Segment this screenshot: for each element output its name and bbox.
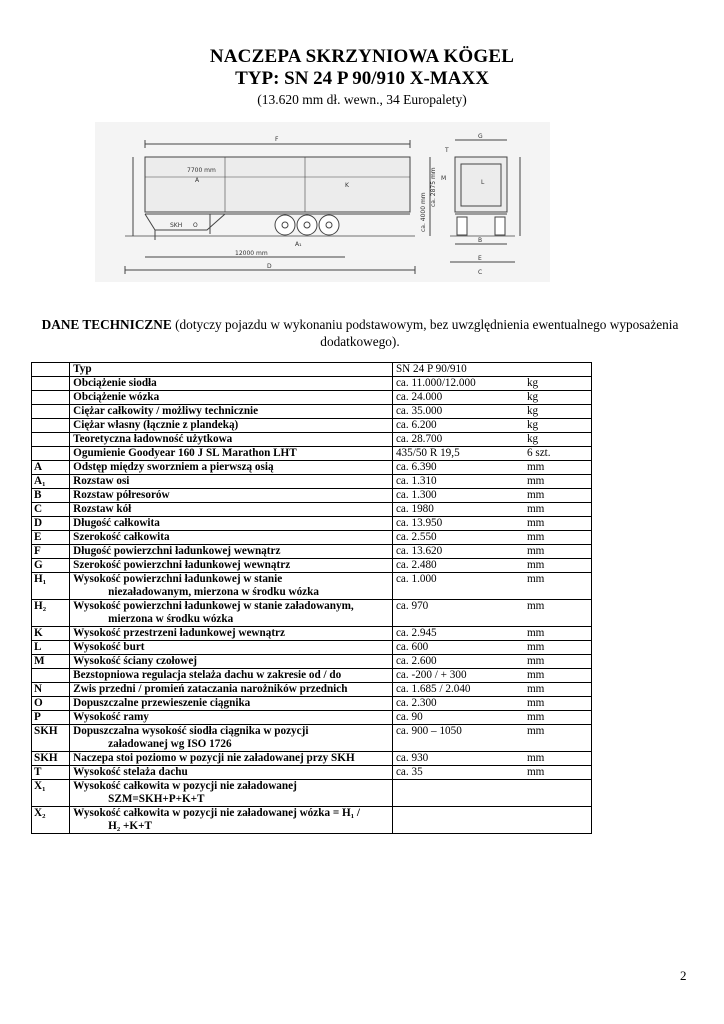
drawing-label-a: A	[195, 177, 200, 184]
table-row	[32, 641, 592, 655]
row-name-cell	[70, 711, 393, 725]
row-unit: mm	[526, 725, 545, 737]
row-unit: mm	[526, 711, 545, 723]
row-value-cell	[392, 669, 591, 683]
drawing-label-g: G	[478, 133, 483, 140]
row-name: Zwis przedni / promień zataczania narożników przednich	[73, 683, 348, 695]
row-value: ca. 1.685 / 2.040	[395, 683, 471, 695]
table-row	[32, 433, 592, 447]
row-value: SN 24 P 90/910	[395, 363, 467, 375]
row-unit: mm	[526, 600, 545, 612]
row-code: SKH	[32, 725, 70, 752]
table-row	[32, 683, 592, 697]
row-code: H₂	[32, 600, 70, 627]
row-name: Rozstaw półresorów	[73, 489, 170, 501]
row-name-cell	[70, 559, 393, 573]
row-name-cell	[70, 780, 393, 807]
row-name: Wysokość ściany czołowej	[73, 655, 198, 667]
row-unit: mm	[526, 669, 545, 681]
row-code: O	[32, 697, 70, 711]
row-value: ca. 2.600	[395, 655, 437, 667]
row-value-cell	[392, 475, 591, 489]
row-name-continuation: załadowanej wg ISO 1726	[108, 738, 232, 750]
row-name-cell	[70, 600, 393, 627]
table-row	[32, 363, 592, 377]
table-row	[32, 461, 592, 475]
row-unit: mm	[526, 461, 545, 473]
row-name-cell	[70, 377, 393, 391]
row-value-cell	[392, 573, 591, 600]
drawing-label-4000: ca. 4000 mm	[420, 192, 427, 232]
row-name: Teoretyczna ładowność użytkowa	[73, 433, 233, 445]
table-row	[32, 517, 592, 531]
row-value-cell	[392, 600, 591, 627]
row-value-cell	[392, 363, 591, 377]
row-value: ca. 2.480	[395, 559, 437, 571]
row-value: ca. 2.550	[395, 531, 437, 543]
table-row	[32, 531, 592, 545]
row-value-cell	[392, 377, 591, 391]
row-unit: kg	[526, 405, 539, 417]
row-name: Odstęp między sworzniem a pierwszą osią	[73, 461, 274, 473]
title-line-1: NACZEPA SKRZYNIOWA KÖGEL	[209, 46, 515, 67]
row-code: C	[32, 503, 70, 517]
row-name-cell	[70, 683, 393, 697]
drawing-label-7700: 7700 mm	[187, 167, 216, 174]
table-row	[32, 419, 592, 433]
row-value: ca. 24.000	[395, 391, 443, 403]
table-row	[32, 780, 592, 807]
row-code: A₁	[32, 475, 70, 489]
row-value-cell	[392, 489, 591, 503]
row-name-cell	[70, 475, 393, 489]
row-name-cell	[70, 447, 393, 461]
row-name-cell	[70, 517, 393, 531]
drawing-label-o: O	[193, 222, 198, 229]
row-code: H₁	[32, 573, 70, 600]
row-name-cell	[70, 641, 393, 655]
table-row	[32, 503, 592, 517]
row-code: X₁	[32, 780, 70, 807]
row-name-continuation: niezaładowanym, mierzona w środku wózka	[108, 586, 319, 598]
row-name: Wysokość całkowita w pozycji nie załadowanej wózka = H₁ /	[73, 807, 360, 819]
row-name-cell	[70, 391, 393, 405]
row-value-cell	[392, 780, 591, 807]
row-unit: mm	[526, 475, 545, 487]
row-value: ca. 970	[395, 600, 429, 612]
row-unit: mm	[526, 531, 545, 543]
row-unit: kg	[526, 377, 539, 389]
row-name-cell	[70, 545, 393, 559]
table-row	[32, 627, 592, 641]
row-unit: mm	[526, 503, 545, 515]
row-name: Wysokość burt	[73, 641, 145, 653]
row-unit: mm	[526, 545, 545, 557]
row-value-cell	[392, 627, 591, 641]
row-name-cell	[70, 627, 393, 641]
row-unit: mm	[526, 766, 545, 778]
row-value: ca. 1.310	[395, 475, 437, 487]
table-row	[32, 600, 592, 627]
row-name: Bezstopniowa regulacja stelaża dachu w zakresie od / do	[73, 669, 342, 681]
row-value-cell	[392, 711, 591, 725]
row-code: F	[32, 545, 70, 559]
row-value: 435/50 R 19,5	[395, 447, 460, 459]
row-value: ca. 1980	[395, 503, 434, 515]
row-name-cell	[70, 531, 393, 545]
row-unit: kg	[526, 433, 539, 445]
row-unit: kg	[526, 419, 539, 431]
table-row	[32, 475, 592, 489]
row-code	[32, 447, 70, 461]
table-row	[32, 766, 592, 780]
row-code	[32, 419, 70, 433]
row-name: Dopuszczalne przewieszenie ciągnika	[73, 697, 251, 709]
row-name: Wysokość powierzchni ładunkowej w stanie załadowanym,	[73, 600, 354, 612]
row-code: G	[32, 559, 70, 573]
row-unit: mm	[526, 641, 545, 653]
title-line-2: TYP: SN 24 P 90/910 X-MAXX	[235, 68, 489, 89]
row-name-cell	[70, 807, 393, 834]
row-name-cell	[70, 766, 393, 780]
row-code: L	[32, 641, 70, 655]
row-name: Ogumienie Goodyear 160 J SL Marathon LHT	[73, 447, 297, 459]
drawing-label-c: C	[478, 269, 483, 276]
row-code: SKH	[32, 752, 70, 766]
row-name: Wysokość powierzchni ładunkowej w stanie	[73, 573, 283, 585]
page-number: 2	[680, 968, 687, 983]
drawing-label-e: E	[478, 255, 482, 262]
row-code	[32, 669, 70, 683]
intro-text: (dotyczy pojazdu w wykonaniu podstawowym, bez uwzględnienia ewentualnego wyposażenia dodatkowego).	[171, 317, 679, 349]
row-unit: mm	[526, 655, 545, 667]
row-name: Szerokość całkowita	[73, 531, 170, 543]
table-row	[32, 807, 592, 834]
row-value: ca. 1.300	[395, 489, 437, 501]
row-value-cell	[392, 405, 591, 419]
row-value: ca. 13.950	[395, 517, 443, 529]
intro-heading: DANE TECHNICZNE	[41, 317, 172, 332]
row-name: Wysokość przestrzeni ładunkowej wewnątrz	[73, 627, 285, 639]
row-name: Dopuszczalna wysokość siodła ciągnika w pozycji	[73, 725, 309, 737]
row-value-cell	[392, 697, 591, 711]
row-value-cell	[392, 655, 591, 669]
row-name-cell	[70, 752, 393, 766]
row-name: Długość powierzchni ładunkowej wewnątrz	[73, 545, 281, 557]
drawing-label-12000: 12000 mm	[235, 250, 268, 257]
row-value: ca. 6.390	[395, 461, 437, 473]
row-name-cell	[70, 725, 393, 752]
row-value: ca. 35	[395, 766, 423, 778]
table-row	[32, 377, 592, 391]
row-code: M	[32, 655, 70, 669]
drawing-label-skh: SKH	[170, 222, 183, 229]
row-name-cell	[70, 461, 393, 475]
row-name: Długość całkowita	[73, 517, 160, 529]
drawing-label-2875: ca. 2875 mm	[430, 167, 437, 207]
row-name: Obciążenie wózka	[73, 391, 160, 403]
row-unit: mm	[526, 573, 545, 585]
row-code: D	[32, 517, 70, 531]
row-value: ca. 35.000	[395, 405, 443, 417]
table-row	[32, 669, 592, 683]
row-code: P	[32, 711, 70, 725]
table-row	[32, 752, 592, 766]
row-value: ca. -200 / + 300	[395, 669, 467, 681]
row-name-cell	[70, 419, 393, 433]
row-name: Wysokość ramy	[73, 711, 149, 723]
row-name-continuation: mierzona w środku wózka	[108, 613, 234, 625]
table-row	[32, 545, 592, 559]
row-value: ca. 600	[395, 641, 429, 653]
subtitle: (13.620 mm dł. wewn., 34 Europalety)	[257, 92, 467, 107]
row-name-continuation: SZM=SKH+P+K+T	[108, 793, 205, 805]
row-name: Wysokość stelaża dachu	[73, 766, 188, 778]
row-code: T	[32, 766, 70, 780]
row-value-cell	[392, 503, 591, 517]
technical-data-table	[31, 362, 592, 834]
row-value-cell	[392, 433, 591, 447]
row-name-cell	[70, 405, 393, 419]
row-code: A	[32, 461, 70, 475]
row-name-cell	[70, 697, 393, 711]
row-name: Ciężar własny (łącznie z plandeką)	[73, 419, 239, 431]
row-value: ca. 11.000/12.000	[395, 377, 476, 389]
table-row	[32, 725, 592, 752]
row-name-cell	[70, 655, 393, 669]
row-value: ca. 13.620	[395, 545, 443, 557]
row-code: B	[32, 489, 70, 503]
table-row	[32, 655, 592, 669]
row-name: Typ	[73, 363, 92, 375]
table-row	[32, 489, 592, 503]
row-code: E	[32, 531, 70, 545]
drawing-label-f: F	[275, 136, 279, 143]
row-value-cell	[392, 559, 591, 573]
row-value-cell	[392, 419, 591, 433]
row-value-cell	[392, 391, 591, 405]
row-name: Rozstaw osi	[73, 475, 130, 487]
row-unit: mm	[526, 559, 545, 571]
drawing-label-k: K	[345, 182, 349, 189]
row-value: ca. 900 – 1050	[395, 725, 462, 737]
row-code	[32, 433, 70, 447]
row-value-cell	[392, 447, 591, 461]
row-code	[32, 391, 70, 405]
row-name: Wysokość całkowita w pozycji nie załadowanej	[73, 780, 297, 792]
row-value: ca. 930	[395, 752, 429, 764]
table-row	[32, 447, 592, 461]
table-row	[32, 391, 592, 405]
table-row	[32, 711, 592, 725]
drawing-label-t: T	[445, 147, 449, 154]
row-unit: mm	[526, 489, 545, 501]
row-value: ca. 6.200	[395, 419, 437, 431]
intro-paragraph	[40, 316, 680, 350]
drawing-label-l: L	[481, 179, 485, 186]
row-value-cell	[392, 807, 591, 834]
row-name-cell	[70, 433, 393, 447]
row-unit: 6 szt.	[526, 447, 551, 459]
row-unit: mm	[526, 517, 545, 529]
row-name-cell	[70, 503, 393, 517]
row-unit: kg	[526, 391, 539, 403]
row-name: Szerokość powierzchni ładunkowej wewnątrz	[73, 559, 291, 571]
row-name: Ciężar całkowity / możliwy technicznie	[73, 405, 259, 417]
row-value-cell	[392, 766, 591, 780]
row-value-cell	[392, 641, 591, 655]
row-value: ca. 2.300	[395, 697, 437, 709]
row-value: ca. 2.945	[395, 627, 437, 639]
table-row	[32, 559, 592, 573]
row-value-cell	[392, 517, 591, 531]
row-code: N	[32, 683, 70, 697]
row-name-cell	[70, 669, 393, 683]
row-name-cell	[70, 573, 393, 600]
row-code	[32, 363, 70, 377]
row-value: ca. 90	[395, 711, 423, 723]
row-name-continuation: H₂ +K+T	[108, 820, 152, 832]
drawing-label-d: D	[267, 263, 272, 270]
row-value-cell	[392, 461, 591, 475]
row-unit: mm	[526, 697, 545, 709]
row-value-cell	[392, 752, 591, 766]
table-row	[32, 697, 592, 711]
row-value: ca. 28.700	[395, 433, 443, 445]
row-name: Rozstaw kół	[73, 503, 132, 515]
table-row	[32, 405, 592, 419]
drawing-label-a1: A₁	[295, 241, 302, 248]
table-row	[32, 573, 592, 600]
row-unit: mm	[526, 683, 545, 695]
row-code: K	[32, 627, 70, 641]
row-value-cell	[392, 545, 591, 559]
row-value-cell	[392, 683, 591, 697]
row-code: X₂	[32, 807, 70, 834]
row-name: Naczepa stoi poziomo w pozycji nie załadowanej przy SKH	[73, 752, 355, 764]
row-unit: mm	[526, 752, 545, 764]
row-unit: mm	[526, 627, 545, 639]
row-value-cell	[392, 531, 591, 545]
trailer-technical-drawing	[95, 122, 550, 282]
row-value: ca. 1.000	[395, 573, 437, 585]
row-name-cell	[70, 363, 393, 377]
row-name: Obciążenie siodła	[73, 377, 157, 389]
row-value-cell	[392, 725, 591, 752]
drawing-label-m: M	[441, 175, 447, 182]
drawing-label-b: B	[478, 237, 483, 244]
row-code	[32, 405, 70, 419]
row-code	[32, 377, 70, 391]
row-name-cell	[70, 489, 393, 503]
